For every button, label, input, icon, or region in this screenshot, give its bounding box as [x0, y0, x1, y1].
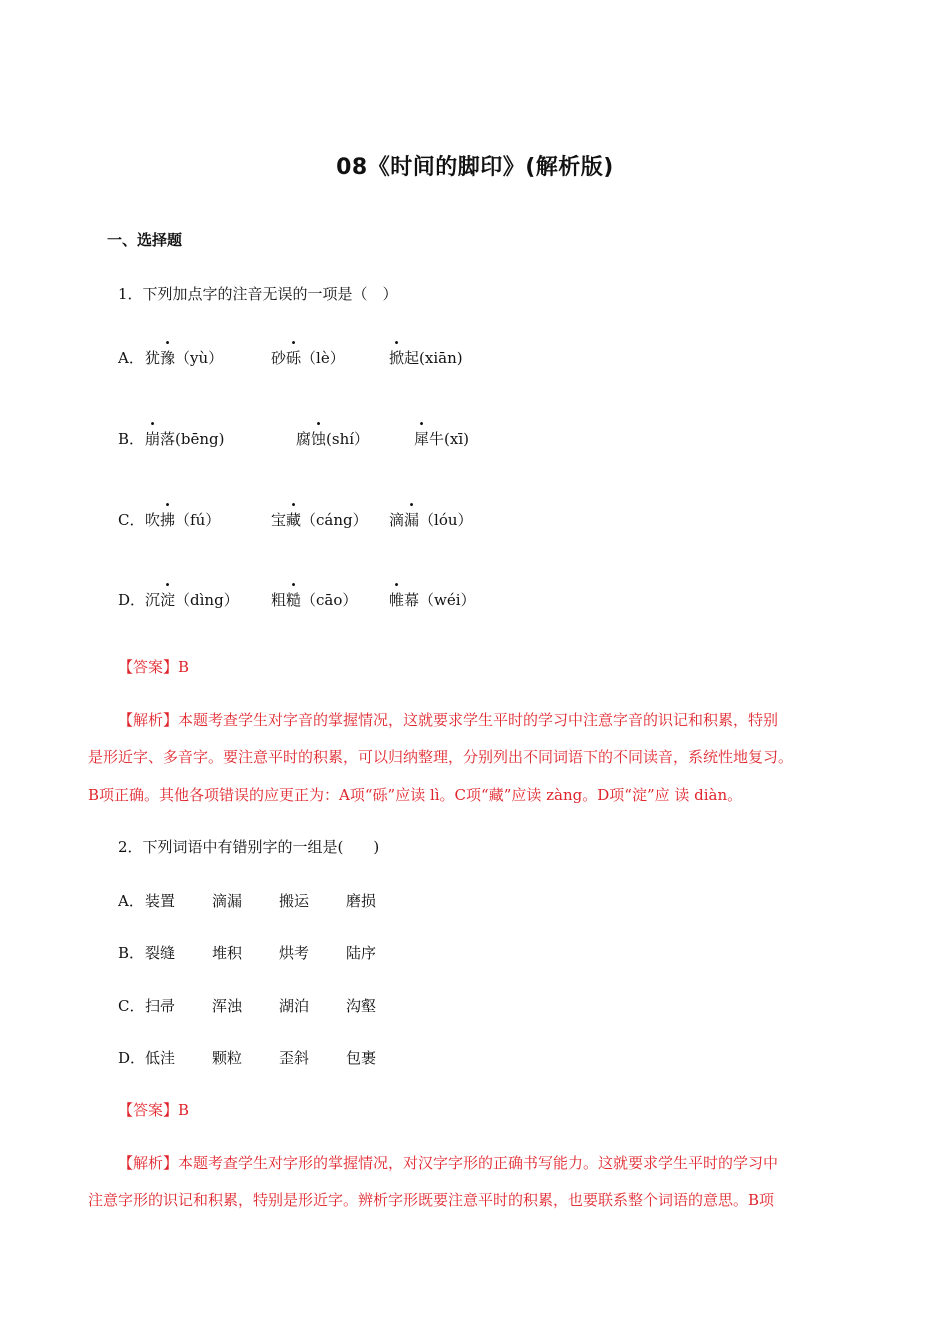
option-letter: C．	[118, 511, 145, 529]
word-text: 砂	[271, 349, 287, 367]
option-word	[296, 428, 369, 449]
option-letter: C．	[118, 997, 145, 1015]
option-word	[145, 347, 223, 368]
option-letter: D．	[118, 591, 146, 609]
option-word: 低洼	[145, 1049, 176, 1067]
option-word	[389, 347, 463, 368]
word-text: 起	[404, 349, 420, 367]
option-word	[271, 509, 368, 530]
dotted-character: 拂	[160, 511, 176, 529]
dotted-character: 蚀	[311, 430, 327, 448]
pinyin: （fú）	[175, 511, 221, 529]
option-word: 搬运	[279, 892, 310, 910]
question-1-analysis-line-3: B项正确。其他各项错误的应更正为：A项“砾”应读 lì。C项“藏”应读 zàng。D项“淀”应 读 diàn。	[88, 786, 743, 804]
option-word	[414, 428, 469, 449]
option-word	[389, 509, 473, 530]
pinyin: (shí）	[326, 430, 370, 448]
word-text: 滴	[389, 511, 405, 529]
option-word	[271, 589, 357, 610]
option-word	[145, 509, 220, 530]
option-word	[389, 589, 476, 610]
option-word: 陆序	[346, 944, 377, 962]
dotted-character: 藏	[286, 511, 302, 529]
word-text: 幕	[404, 591, 420, 609]
option-word: 堆积	[212, 944, 243, 962]
option-word: 浑浊	[212, 997, 243, 1015]
pinyin: （cāo）	[301, 591, 358, 609]
dotted-character: 漏	[404, 511, 420, 529]
word-text: 犹	[145, 349, 161, 367]
dotted-character: 豫	[160, 349, 176, 367]
pinyin: （lóu）	[419, 511, 473, 529]
pinyin: （yù）	[175, 349, 224, 367]
option-letter: B．	[118, 430, 145, 448]
option-word: 扫帚	[145, 997, 176, 1015]
dotted-character: 淀	[160, 591, 176, 609]
question-1-stem: 1．下列加点字的注音无误的一项是（ ）	[118, 285, 398, 303]
pinyin: (xiān)	[419, 349, 463, 367]
pinyin: （wéi）	[419, 591, 476, 609]
section-heading: 一、选择题	[107, 231, 183, 249]
option-letter: D．	[118, 1049, 146, 1067]
question-1-answer: 【答案】B	[118, 658, 190, 676]
word-text: 宝	[271, 511, 287, 529]
option-word	[145, 428, 224, 449]
option-word: 颗粒	[212, 1049, 243, 1067]
option-word: 烘考	[279, 944, 310, 962]
dotted-character: 崩	[145, 430, 161, 448]
option-word: 装置	[145, 892, 176, 910]
pinyin: (xī)	[444, 430, 469, 448]
pinyin: (bēng)	[175, 430, 225, 448]
dotted-character: 犀	[414, 430, 430, 448]
word-text: 牛	[429, 430, 445, 448]
pinyin: （dìng）	[175, 591, 239, 609]
option-word: 滴漏	[212, 892, 243, 910]
question-2-analysis-line-2: 注意字形的识记和积累，特别是形近字。辨析字形既要注意平时的积累，也要联系整个词语的意思。B项	[88, 1191, 775, 1209]
option-letter: A．	[118, 892, 144, 910]
question-2-answer: 【答案】B	[118, 1101, 190, 1119]
option-word: 歪斜	[279, 1049, 310, 1067]
option-word: 沟壑	[346, 997, 377, 1015]
dotted-character: 掀	[389, 349, 405, 367]
question-2-analysis-line-1: 【解析】本题考查学生对字形的掌握情况，对汉字字形的正确书写能力。这就要求学生平时的学习中	[118, 1154, 779, 1172]
option-word: 包裹	[346, 1049, 377, 1067]
word-text: 沉	[145, 591, 161, 609]
option-letter: B．	[118, 944, 145, 962]
question-1-analysis-line-1: 【解析】本题考查学生对字音的掌握情况，这就要求学生平时的学习中注意字音的识记和积累，特别	[118, 711, 779, 729]
word-text: 吹	[145, 511, 161, 529]
option-word	[145, 589, 239, 610]
option-word	[271, 347, 345, 368]
option-word: 裂缝	[145, 944, 176, 962]
dotted-character: 糙	[286, 591, 302, 609]
dotted-character: 砾	[286, 349, 302, 367]
word-text: 落	[160, 430, 176, 448]
dotted-character: 帷	[389, 591, 405, 609]
word-text: 粗	[271, 591, 287, 609]
word-text: 腐	[296, 430, 312, 448]
option-word: 湖泊	[279, 997, 310, 1015]
question-2-stem: 2．下列词语中有错别字的一组是( )	[118, 838, 380, 856]
pinyin: （cáng）	[301, 511, 368, 529]
pinyin: （lè）	[301, 349, 345, 367]
option-word: 磨损	[346, 892, 377, 910]
question-1-analysis-line-2: 是形近字、多音字。要注意平时的积累，可以归纳整理，分别列出不同词语下的不同读音，系统性地复习。	[88, 748, 794, 766]
document-title: 08《时间的脚印》(解析版)	[336, 155, 614, 180]
option-letter: A．	[118, 349, 144, 367]
